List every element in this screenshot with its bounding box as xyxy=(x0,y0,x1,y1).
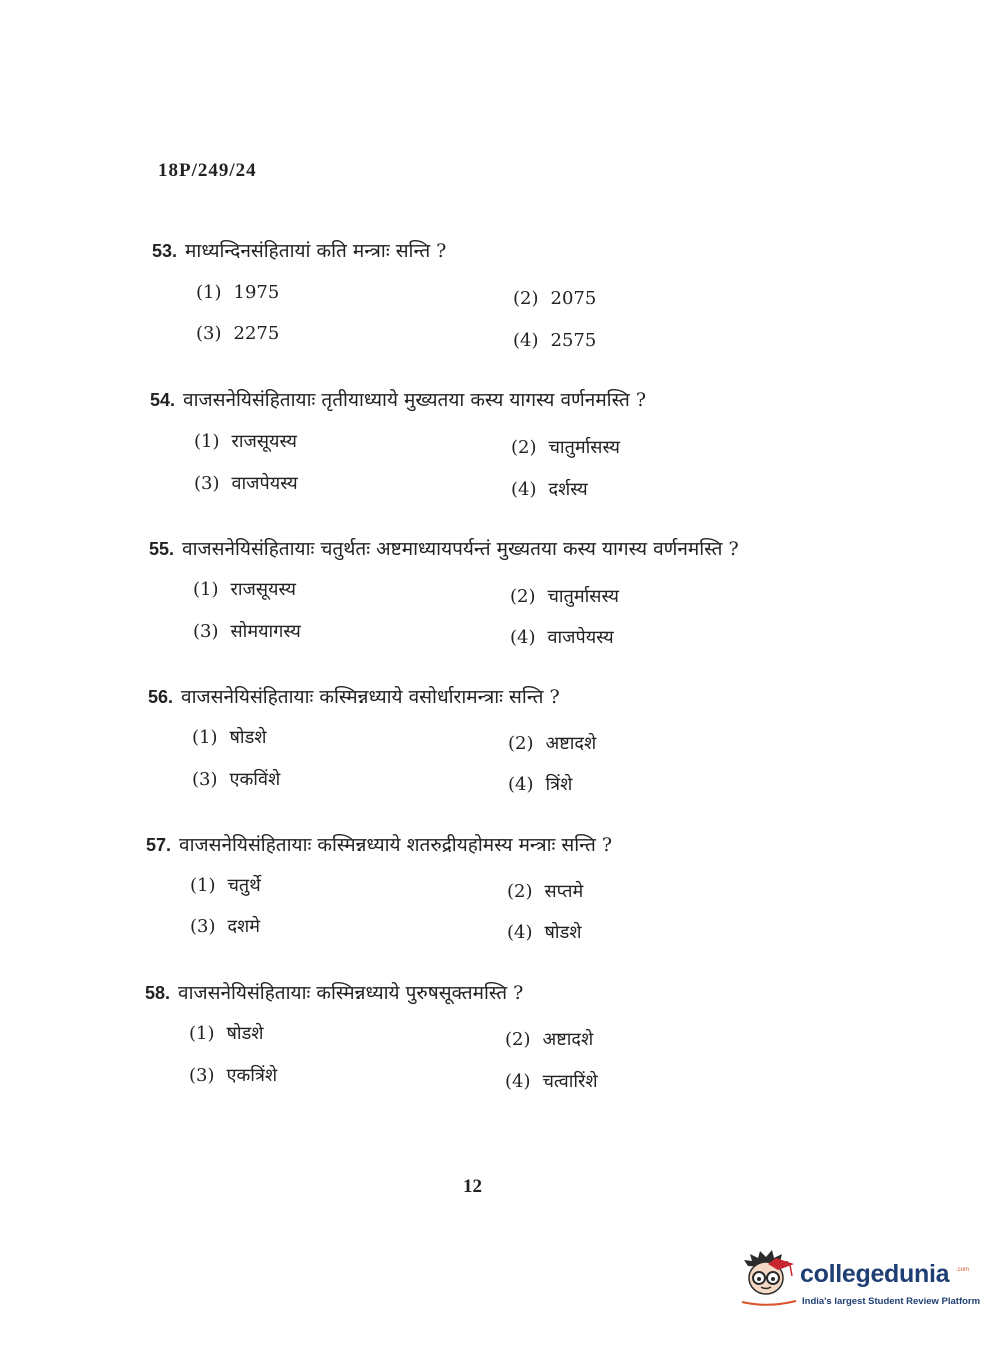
option-number: (2) xyxy=(505,1029,531,1050)
option-2 xyxy=(507,880,583,904)
option-text: 2275 xyxy=(233,323,280,344)
option-text: चत्वारिंशे xyxy=(542,1071,598,1092)
option-number: (3) xyxy=(192,769,218,790)
option-text: दशमे xyxy=(227,916,261,937)
option-text: सप्तमे xyxy=(544,881,584,902)
question-number: 54. xyxy=(150,390,176,410)
option-number: (3) xyxy=(196,323,222,344)
option-text: दर्शस्य xyxy=(548,479,588,500)
option-4 xyxy=(511,478,588,502)
option-2 xyxy=(513,287,596,311)
option-3 xyxy=(193,620,301,644)
option-4 xyxy=(508,773,572,797)
question-text: वाजसनेयिसंहितायाः कस्मिन्नध्याये शतरुद्रीयहोमस्य मन्त्राः सन्ति ? xyxy=(179,834,613,856)
option-number: (1) xyxy=(196,282,222,303)
question-text: वाजसनेयिसंहितायाः कस्मिन्नध्याये वसोर्धारामन्त्राः सन्ति ? xyxy=(181,686,560,708)
question-stem xyxy=(150,387,646,413)
brand-tagline: India's largest Student Review Platform xyxy=(802,1296,981,1307)
question-number: 58. xyxy=(145,983,171,1003)
option-3 xyxy=(189,1064,277,1088)
option-number: (2) xyxy=(508,733,534,754)
option-number: (4) xyxy=(511,479,537,500)
option-3 xyxy=(196,322,279,346)
option-number: (2) xyxy=(511,437,537,458)
option-text: एकत्रिंशे xyxy=(226,1065,278,1086)
question-stem xyxy=(152,238,446,264)
question-text: वाजसनेयिसंहितायाः तृतीयाध्याये मुख्यतया कस्य यागस्य वर्णनमस्ति ? xyxy=(183,389,647,411)
option-text: त्रिंशे xyxy=(545,774,573,795)
question-number: 53. xyxy=(152,241,178,261)
option-number: (4) xyxy=(505,1071,531,1092)
option-text: षोडशे xyxy=(544,922,582,943)
question-number: 56. xyxy=(148,687,174,707)
option-text: सोमयागस्य xyxy=(230,621,301,642)
option-number: (1) xyxy=(193,579,219,600)
option-text: चातुर्मासस्य xyxy=(547,586,619,607)
question-stem xyxy=(146,832,612,858)
option-text: एकविंशे xyxy=(229,769,281,790)
option-3 xyxy=(190,915,260,939)
option-number: (2) xyxy=(513,288,539,309)
option-2 xyxy=(511,436,620,460)
option-text: 2575 xyxy=(550,330,597,351)
option-text: अष्टादशे xyxy=(545,733,597,754)
option-text: 2075 xyxy=(550,288,597,309)
option-number: (4) xyxy=(510,627,536,648)
option-number: (3) xyxy=(189,1065,215,1086)
option-text: अष्टादशे xyxy=(542,1029,594,1050)
brand-domain-suffix: .com xyxy=(956,1267,970,1273)
option-1 xyxy=(192,726,266,750)
option-4 xyxy=(513,329,596,353)
option-text: राजसूयस्य xyxy=(231,431,297,452)
option-text: 1975 xyxy=(233,282,280,303)
option-text: चातुर्मासस्य xyxy=(548,437,620,458)
option-text: षोडशे xyxy=(226,1023,264,1044)
option-number: (4) xyxy=(508,774,534,795)
option-4 xyxy=(507,921,581,945)
mascot-logo-icon xyxy=(738,1246,798,1316)
option-number: (1) xyxy=(194,431,220,452)
question-number: 55. xyxy=(149,539,175,559)
collegedunia-watermark xyxy=(738,1246,981,1318)
option-1 xyxy=(196,281,279,305)
option-text: राजसूयस्य xyxy=(230,579,296,600)
question-stem xyxy=(145,980,523,1006)
option-number: (3) xyxy=(194,473,220,494)
option-text: चतुर्थे xyxy=(227,875,261,896)
option-3 xyxy=(192,768,280,792)
question-stem xyxy=(148,684,560,710)
option-2 xyxy=(510,585,619,609)
option-3 xyxy=(194,472,298,496)
option-1 xyxy=(189,1022,263,1046)
option-1 xyxy=(190,874,261,898)
option-number: (4) xyxy=(513,330,539,351)
option-text: षोडशे xyxy=(229,727,267,748)
option-4 xyxy=(505,1070,598,1094)
question-text: वाजसनेयिसंहितायाः चतुर्थतः अष्टमाध्यायपर्यन्तं मुख्यतया कस्य यागस्य वर्णनमस्ति ? xyxy=(182,538,739,560)
paper-code: 18P/249/24 xyxy=(158,160,257,181)
option-number: (1) xyxy=(189,1023,215,1044)
option-number: (3) xyxy=(190,916,216,937)
option-text: वाजपेयस्य xyxy=(231,473,298,494)
option-number: (3) xyxy=(193,621,219,642)
option-number: (1) xyxy=(190,875,216,896)
option-2 xyxy=(508,732,596,756)
option-number: (1) xyxy=(192,727,218,748)
brand-name: collegedunia xyxy=(800,1260,950,1288)
option-4 xyxy=(510,626,614,650)
option-text: वाजपेयस्य xyxy=(547,627,614,648)
question-text: माध्यन्दिनसंहितायां कति मन्त्राः सन्ति ? xyxy=(185,240,447,262)
question-text: वाजसनेयिसंहितायाः कस्मिन्नध्याये पुरुषसूक्तमस्ति ? xyxy=(178,982,524,1004)
option-1 xyxy=(193,578,296,602)
question-stem xyxy=(149,536,739,562)
page-number: 12 xyxy=(463,1176,482,1197)
question-number: 57. xyxy=(146,835,172,855)
option-number: (4) xyxy=(507,922,533,943)
option-number: (2) xyxy=(510,586,536,607)
option-1 xyxy=(194,430,297,454)
option-number: (2) xyxy=(507,881,533,902)
option-2 xyxy=(505,1028,593,1052)
